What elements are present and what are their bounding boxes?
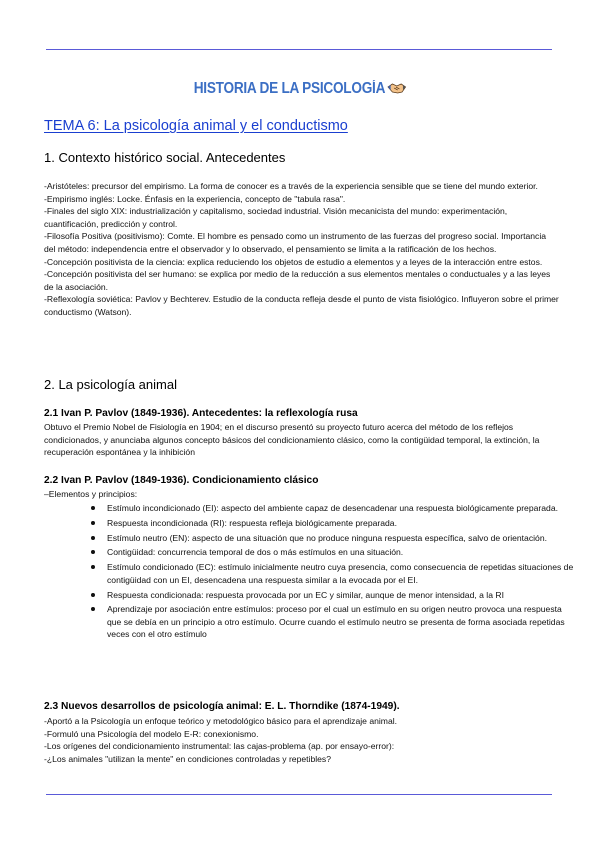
list-item: Estímulo condicionado (EC): estímulo inicialmente neutro cuya presencia, como consecuencia de repetidas situaciones de contigüidad con un EI, desencadena una respuesta similar a la evocada por el EI. bbox=[44, 561, 574, 586]
text-line: -Reflexología soviética: Pavlov y Bechterev. Estudio de la conducta refleja desde el punto de vista fisiológico. Influyeron sobre el primer conductismo (Watson). bbox=[44, 294, 559, 317]
tema-heading[interactable]: TEMA 6: La psicología animal y el conductismo bbox=[44, 118, 348, 134]
text-line: -Aristóteles: precursor del empirismo. La forma de conocer es a través de la experiencia sensible que se tiene del mundo exterior. bbox=[44, 181, 538, 191]
text-line: -Concepción positivista de la ciencia: explica reduciendo los objetos de estudio a elementos y a leyes de la interacción entre estos. bbox=[44, 256, 543, 267]
text-line: -¿Los animales "utilizan la mente" en condiciones controladas y repetibles? bbox=[44, 753, 331, 764]
list-item: Estímulo neutro (EN): aspecto de una situación que no produce ninguna respuesta específica, salvo de orientación. bbox=[44, 532, 574, 545]
text-line: -Finales del siglo XIX: industrialización y capitalismo, sociedad industrial. Visión mecanicista del mundo: experimentación, cuantificación, predicción y control. bbox=[44, 206, 508, 229]
list-item: Respuesta condicionada: respuesta provocada por un EC y similar, aunque de menor intensidad, a la RI bbox=[44, 589, 574, 602]
subsection-2-2-intro: –Elementos y principios: bbox=[44, 489, 138, 499]
list-item: Estímulo incondicionado (EI): aspecto del ambiente capaz de desencadenar una respuesta biológicamente preparada. bbox=[44, 502, 574, 515]
subsection-2-1-body: Obtuvo el Premio Nobel de Fisiología en 1904; en el discurso presentó su proyecto futuro acerca del método de los reflejos condicionados, y anunciaba algunos concepto básicos del condicionamiento clásico, como la contigüidad temporal, la extinción, la recuperación espontánea y la inhibición bbox=[44, 422, 540, 458]
principles-list bbox=[44, 502, 574, 643]
text-line: -Empirismo inglés: Locke. Énfasis en la experiencia, concepto de "tabula rasa". bbox=[44, 193, 346, 204]
text-line: -Aportó a la Psicología un enfoque teórico y metodológico básico para el aprendizaje animal. bbox=[44, 716, 398, 726]
section-1-heading: 1. Contexto histórico social. Antecedentes bbox=[44, 150, 286, 165]
section-2-heading: 2. La psicología animal bbox=[44, 377, 177, 392]
bullet-icon bbox=[91, 565, 95, 569]
handshake-icon bbox=[387, 81, 406, 95]
text-line: -Filosofía Positiva (positivismo): Comte. El hombre es pensado como un instrumento de las fuerzas del progreso social. Importancia del método: independencia entre el observador y lo observado, el pensamiento se limita a la ratificación de los hechos. bbox=[44, 231, 547, 254]
bullet-icon bbox=[91, 521, 95, 525]
text-line: -Concepción positivista del ser humano: se explica por medio de la reducción a sus elementos mentales o conductuales y a las leyes de la asociación. bbox=[44, 269, 551, 292]
bullet-icon bbox=[91, 536, 95, 540]
bullet-icon bbox=[91, 550, 95, 554]
bullet-icon bbox=[91, 506, 95, 510]
subsection-2-3-heading: 2.3 Nuevos desarrollos de psicología animal: E. L. Thorndike (1874-1949). bbox=[44, 701, 400, 712]
section-1-body bbox=[44, 180, 559, 319]
subsection-2-3-body bbox=[44, 715, 559, 765]
list-item: Respuesta incondicionada (RI): respuesta refleja biológicamente preparada. bbox=[44, 517, 574, 530]
subsection-2-1-heading: 2.1 Ivan P. Pavlov (1849-1936). Antecedentes: la reflexología rusa bbox=[44, 408, 358, 419]
top-divider bbox=[46, 49, 552, 50]
bottom-divider bbox=[46, 794, 552, 795]
bullet-icon bbox=[91, 607, 95, 611]
text-line: -Formuló una Psicología del modelo E-R: conexionismo. bbox=[44, 728, 259, 739]
list-item: Contigüidad: concurrencia temporal de dos o más estímulos en una situación. bbox=[44, 546, 574, 559]
subsection-2-2-heading: 2.2 Ivan P. Pavlov (1849-1936). Condicionamiento clásico bbox=[44, 475, 319, 486]
page-title: HISTORIA DE LA PSICOLOGÍA bbox=[36, 80, 564, 98]
bullet-icon bbox=[91, 593, 95, 597]
text-line: -Los orígenes del condicionamiento instrumental: las cajas-problema (ap. por ensayo-error): bbox=[44, 741, 395, 752]
list-item: Aprendizaje por asociación entre estímulos: proceso por el cual un estímulo en su origen neutro provoca una respuesta que se debía en un principio a otro estímulo. Ocurre cuando el estímulo neutro se presenta de forma asociada repetidas veces con el otro estímulo bbox=[44, 603, 574, 641]
